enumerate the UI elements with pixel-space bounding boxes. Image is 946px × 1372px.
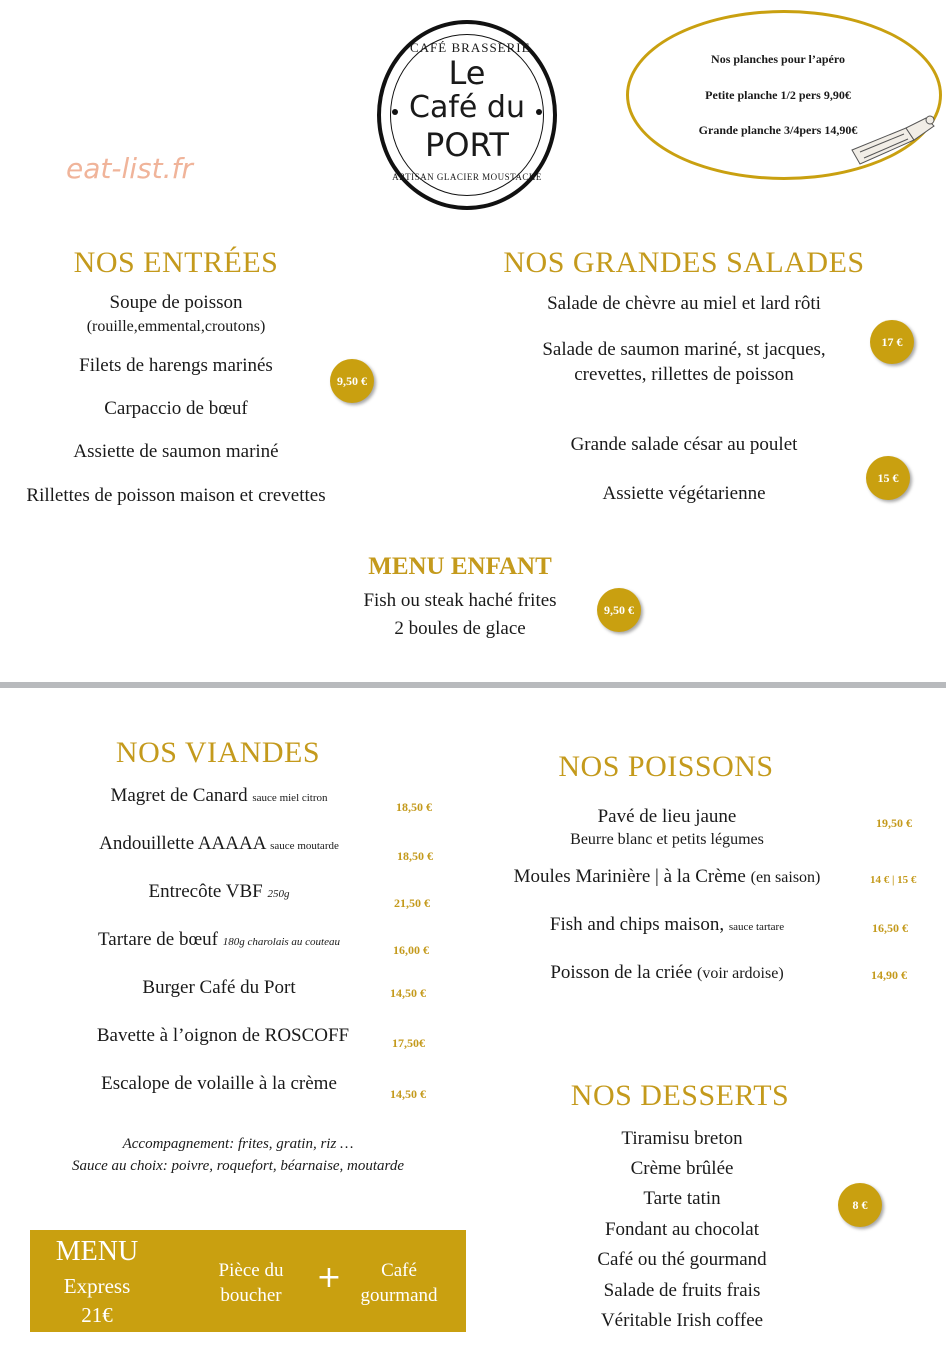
enfant-line1: Fish ou steak haché frites bbox=[363, 590, 557, 611]
express-piece-line1: Pièce du bbox=[218, 1260, 284, 1281]
viande-price: 21,50 € bbox=[394, 896, 430, 910]
express-cafe-line1: Café bbox=[381, 1260, 417, 1281]
poisson-note: (en saison) bbox=[750, 869, 821, 886]
viande-price: 18,50 € bbox=[396, 800, 432, 814]
entree-item: Soupe de poisson bbox=[109, 292, 243, 313]
viande-item bbox=[0, 785, 438, 807]
viande-name: Tartare de bœuf bbox=[98, 929, 219, 950]
poisson-name: Moules Marinière | à la Crème bbox=[513, 866, 746, 887]
viande-item bbox=[0, 1025, 446, 1047]
desserts-title: NOS DESSERTS bbox=[570, 1079, 790, 1112]
express-menu-label: MENU bbox=[55, 1236, 139, 1267]
entree-item: Assiette de saumon mariné bbox=[73, 441, 279, 462]
entrees-title: NOS ENTRÉES bbox=[73, 246, 279, 279]
express-plus: + bbox=[316, 1260, 342, 1295]
viande-item bbox=[0, 881, 438, 903]
logo-line2: Café du bbox=[409, 90, 525, 125]
salades-price-badge-1: 17 € bbox=[870, 320, 914, 364]
dessert-item: Crème brûlée bbox=[630, 1158, 734, 1179]
poisson-price: 19,50 € bbox=[876, 816, 912, 830]
salade-item: Salade de chèvre au miel et lard rôti bbox=[547, 293, 821, 314]
salade-item: Assiette végétarienne bbox=[602, 483, 766, 504]
viande-name: Magret de Canard bbox=[110, 785, 248, 806]
apero-title: Nos planches pour l’apéro bbox=[711, 52, 845, 66]
viande-price: 17,50€ bbox=[392, 1036, 425, 1050]
desserts-price-badge: 8 € bbox=[838, 1183, 882, 1227]
apero-grande: Grande planche 3/4pers 14,90€ bbox=[698, 123, 858, 137]
watermark: eat-list.fr bbox=[66, 152, 193, 185]
poisson-price: 16,50 € bbox=[872, 921, 908, 935]
viandes-title: NOS VIANDES bbox=[115, 736, 321, 769]
poisson-item bbox=[500, 914, 834, 936]
logo-line1: Le bbox=[448, 54, 486, 92]
viande-name: Bavette à l’oignon de ROSCOFF bbox=[96, 1025, 350, 1046]
salade-item: crevettes, rillettes de poisson bbox=[574, 364, 794, 385]
logo-bottom-arc: ARTISAN GLACIER MOUSTACHE bbox=[392, 172, 542, 182]
poisson-item bbox=[500, 962, 834, 984]
express-label: Express bbox=[63, 1274, 131, 1298]
entree-item: Filets de harengs marinés bbox=[79, 355, 273, 376]
viande-item bbox=[0, 929, 438, 951]
poisson-note: sauce tartare bbox=[728, 921, 785, 933]
accompagnement-line1: Accompagnement: frites, gratin, riz … bbox=[122, 1136, 354, 1152]
poisson-name: Poisson de la criée bbox=[550, 962, 693, 983]
enfant-price-badge: 9,50 € bbox=[597, 588, 641, 632]
viande-item bbox=[0, 833, 438, 855]
logo-dot-right bbox=[536, 109, 542, 115]
salade-item: Salade de saumon mariné, st jacques, bbox=[542, 339, 826, 360]
dessert-item: Tarte tatin bbox=[643, 1188, 721, 1209]
viande-name: Burger Café du Port bbox=[142, 977, 296, 998]
viande-name: Entrecôte VBF bbox=[148, 881, 263, 902]
dessert-item: Véritable Irish coffee bbox=[600, 1310, 764, 1331]
express-cafe-line2: gourmand bbox=[360, 1285, 438, 1306]
enfant-line2: 2 boules de glace bbox=[394, 618, 526, 639]
salades-title: NOS GRANDES SALADES bbox=[503, 246, 865, 279]
dessert-item: Café ou thé gourmand bbox=[597, 1249, 767, 1270]
apero-petite: Petite planche 1/2 pers 9,90€ bbox=[705, 88, 851, 102]
viande-note: sauce moutarde bbox=[270, 840, 339, 852]
dessert-item: Fondant au chocolat bbox=[604, 1219, 760, 1240]
express-piece-line2: boucher bbox=[220, 1285, 282, 1306]
entree-item: Rillettes de poisson maison et crevettes bbox=[26, 485, 326, 506]
dessert-item: Tiramisu breton bbox=[621, 1128, 743, 1149]
cutting-board-icon bbox=[848, 106, 942, 176]
viande-item bbox=[0, 1073, 438, 1095]
viande-price: 14,50 € bbox=[390, 1087, 426, 1101]
dessert-item: Salade de fruits frais bbox=[603, 1280, 761, 1301]
salade-item: Grande salade césar au poulet bbox=[570, 434, 798, 455]
enfant-title: MENU ENFANT bbox=[368, 553, 552, 580]
section-divider bbox=[0, 682, 946, 688]
accompagnement-line2: Sauce au choix: poivre, roquefort, béarnaise, moutarde bbox=[71, 1158, 404, 1174]
poisson-subtext: Beurre blanc et petits légumes bbox=[570, 831, 764, 848]
viande-note: sauce miel citron bbox=[252, 792, 328, 804]
poisson-item bbox=[490, 866, 844, 888]
entree-item: Carpaccio de bœuf bbox=[104, 398, 248, 419]
viande-price: 14,50 € bbox=[390, 986, 426, 1000]
salades-price-badge-2: 15 € bbox=[866, 456, 910, 500]
express-price: 21€ bbox=[81, 1303, 113, 1327]
viande-note: 250g bbox=[267, 888, 290, 900]
entree-subtext: (rouille,emmental,croutons) bbox=[86, 318, 266, 335]
logo-line3: PORT bbox=[425, 126, 509, 164]
poisson-note: (voir ardoise) bbox=[697, 965, 784, 982]
poisson-name: Fish and chips maison, bbox=[549, 914, 725, 935]
poissons-title: NOS POISSONS bbox=[558, 750, 774, 783]
entrees-price-badge: 9,50 € bbox=[330, 359, 374, 403]
poisson-price: 14 € | 15 € bbox=[870, 874, 917, 886]
viande-price: 16,00 € bbox=[393, 943, 429, 957]
logo-dot-left bbox=[392, 109, 398, 115]
menu-express-box bbox=[30, 1230, 466, 1332]
poisson-item: Pavé de lieu jaune bbox=[597, 806, 737, 827]
logo-top-arc: CAFÉ BRASSERIE bbox=[410, 40, 531, 55]
viande-note: 180g charolais au couteau bbox=[222, 936, 340, 948]
viande-name: Escalope de volaille à la crème bbox=[101, 1073, 337, 1094]
viande-item bbox=[0, 977, 438, 999]
viande-name: Andouillette AAAAA bbox=[99, 833, 266, 854]
poisson-price: 14,90 € bbox=[871, 968, 907, 982]
viande-price: 18,50 € bbox=[397, 849, 433, 863]
